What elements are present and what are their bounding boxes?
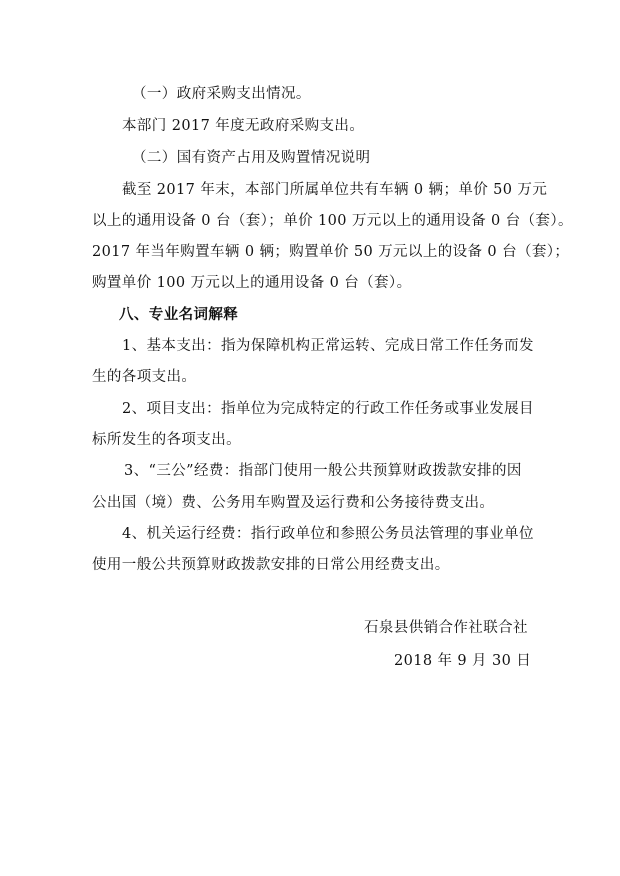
subsection-heading-procurement: （一）政府采购支出情况。 bbox=[132, 86, 311, 102]
paragraph-line: 使用一般公共预算财政拨款安排的日常公用经费支出。 bbox=[92, 557, 450, 573]
signature-organization: 石泉县供销合作社联合社 bbox=[364, 620, 528, 636]
paragraph-line: 以上的通用设备 0 台（套）；单价 100 万元以上的通用设备 0 台（套）。 bbox=[92, 213, 573, 229]
paragraph-line: 标所发生的各项支出。 bbox=[92, 432, 241, 448]
paragraph-line: 2017 年当年购置车辆 0 辆；购置单价 50 万元以上的设备 0 台（套）； bbox=[92, 244, 570, 260]
glossary-item-project-expenditure: 2、项目支出：指单位为完成特定的行政工作任务或事业发展目 bbox=[122, 401, 534, 417]
glossary-item-basic-expenditure: 1、基本支出：指为保障机构正常运转、完成日常工作任务而发 bbox=[122, 338, 534, 354]
paragraph-line: 本部门 2017 年度无政府采购支出。 bbox=[122, 118, 365, 134]
subsection-heading-assets: （二）国有资产占用及购置情况说明 bbox=[132, 150, 371, 166]
paragraph-line: 截至 2017 年末，本部门所属单位共有车辆 0 辆；单价 50 万元 bbox=[122, 182, 548, 198]
paragraph-line: 购置单价 100 万元以上的通用设备 0 台（套）。 bbox=[92, 275, 412, 291]
glossary-item-operating-funds: 4、机关运行经费：指行政单位和参照公务员法管理的事业单位 bbox=[122, 526, 534, 542]
signature-date: 2018 年 9 月 30 日 bbox=[394, 653, 532, 669]
section-heading-glossary: 八、专业名词解释 bbox=[119, 306, 239, 323]
glossary-item-three-public: 3、“三公”经费：指部门使用一般公共预算财政拨款安排的因 bbox=[124, 463, 522, 479]
paragraph-line: 生的各项支出。 bbox=[92, 369, 197, 385]
paragraph-line: 公出国（境）费、公务用车购置及运行费和公务接待费支出。 bbox=[92, 495, 495, 511]
